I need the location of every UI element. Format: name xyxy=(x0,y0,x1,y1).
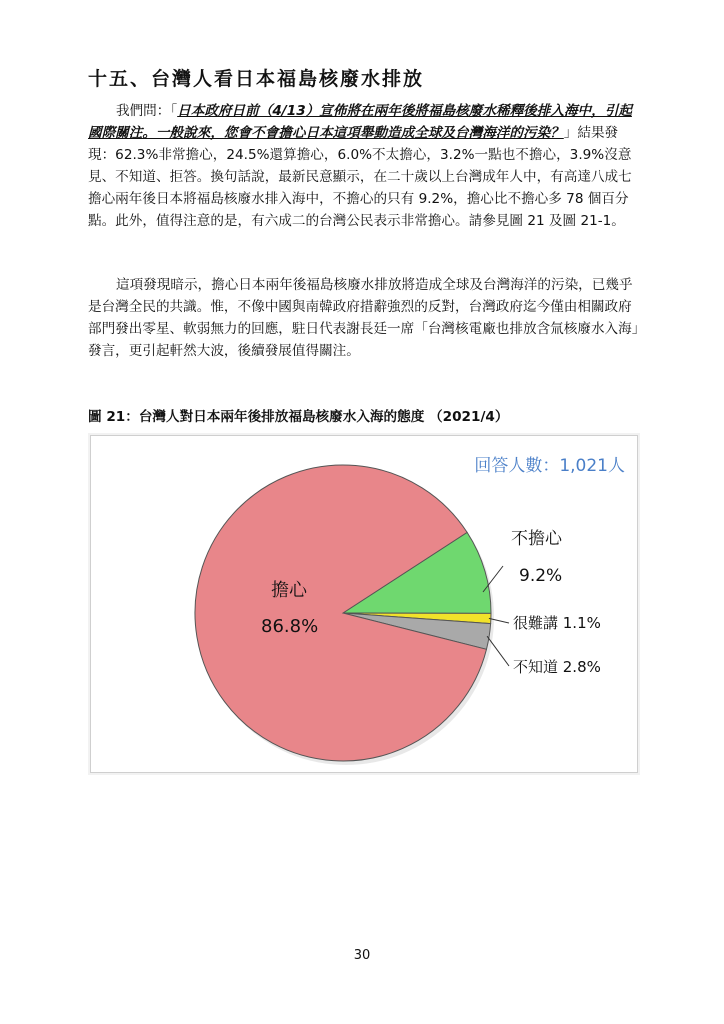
survey-question-text: 日本政府日前（4/13）宣佈將在兩年後將福島核廢水稀釋後排入海中，引起國際關注。一般說來，您會不會擔心日本這項舉動造成全球及台灣海洋的污染？ xyxy=(88,103,632,141)
label-hard-to-say: 很難講 1.1% xyxy=(513,614,601,632)
para1-prefix: 我們問：「 xyxy=(116,103,178,119)
respondent-count-label: 回答人數：1,021人 xyxy=(474,456,625,476)
pie-chart xyxy=(91,436,637,772)
label-worried-name: 擔心 xyxy=(271,580,307,601)
page-number: 30 xyxy=(353,948,371,963)
leader-dont-know xyxy=(487,636,509,666)
section-heading: 十五、台灣人看日本福島核廢水排放 xyxy=(88,68,425,90)
para1-results: 」結果發現：62.3%非常擔心，24.5%還算擔心，6.0%不太擔心，3.2%一點也不擔心，3.9%沒意見、不知道、拒答。換句話說，最新民意顯示，在二十歲以上台灣成年人中，有高達八成七擔心兩年後日本將福島核廢水排入海中，不擔心的只有 9.2%，擔心比不擔心多 78 個百分點。此外，值得注意的是，有六成二的台灣公民表示非常擔心。請參見圖 21 及圖 21-1。 xyxy=(88,125,632,229)
paragraph-survey-question xyxy=(88,100,640,232)
para2-text: 這項發現暗示，擔心日本兩年後福島核廢水排放將造成全球及台灣海洋的污染，已幾乎是台灣全民的共識。惟，不像中國與南韓政府措辭強烈的反對，台灣政府迄今僅由相關政府部門發出零星、軟弱無力的回應，駐日代表謝長廷一席「台灣核電廠也排放含氚核廢水入海」發言，更引起軒然大波，後續發展值得關注。 xyxy=(88,277,639,359)
label-dont-know: 不知道 2.8% xyxy=(513,658,601,676)
label-not-worried-value: 9.2% xyxy=(519,566,563,586)
label-not-worried-name: 不擔心 xyxy=(511,529,562,549)
figure-caption: 圖 21：台灣人對日本兩年後排放福島核廢水入海的態度 （2021/4） xyxy=(88,409,509,425)
label-worried-value: 86.8% xyxy=(261,616,319,637)
pie-chart-panel xyxy=(90,435,638,773)
paragraph-analysis xyxy=(88,274,640,362)
